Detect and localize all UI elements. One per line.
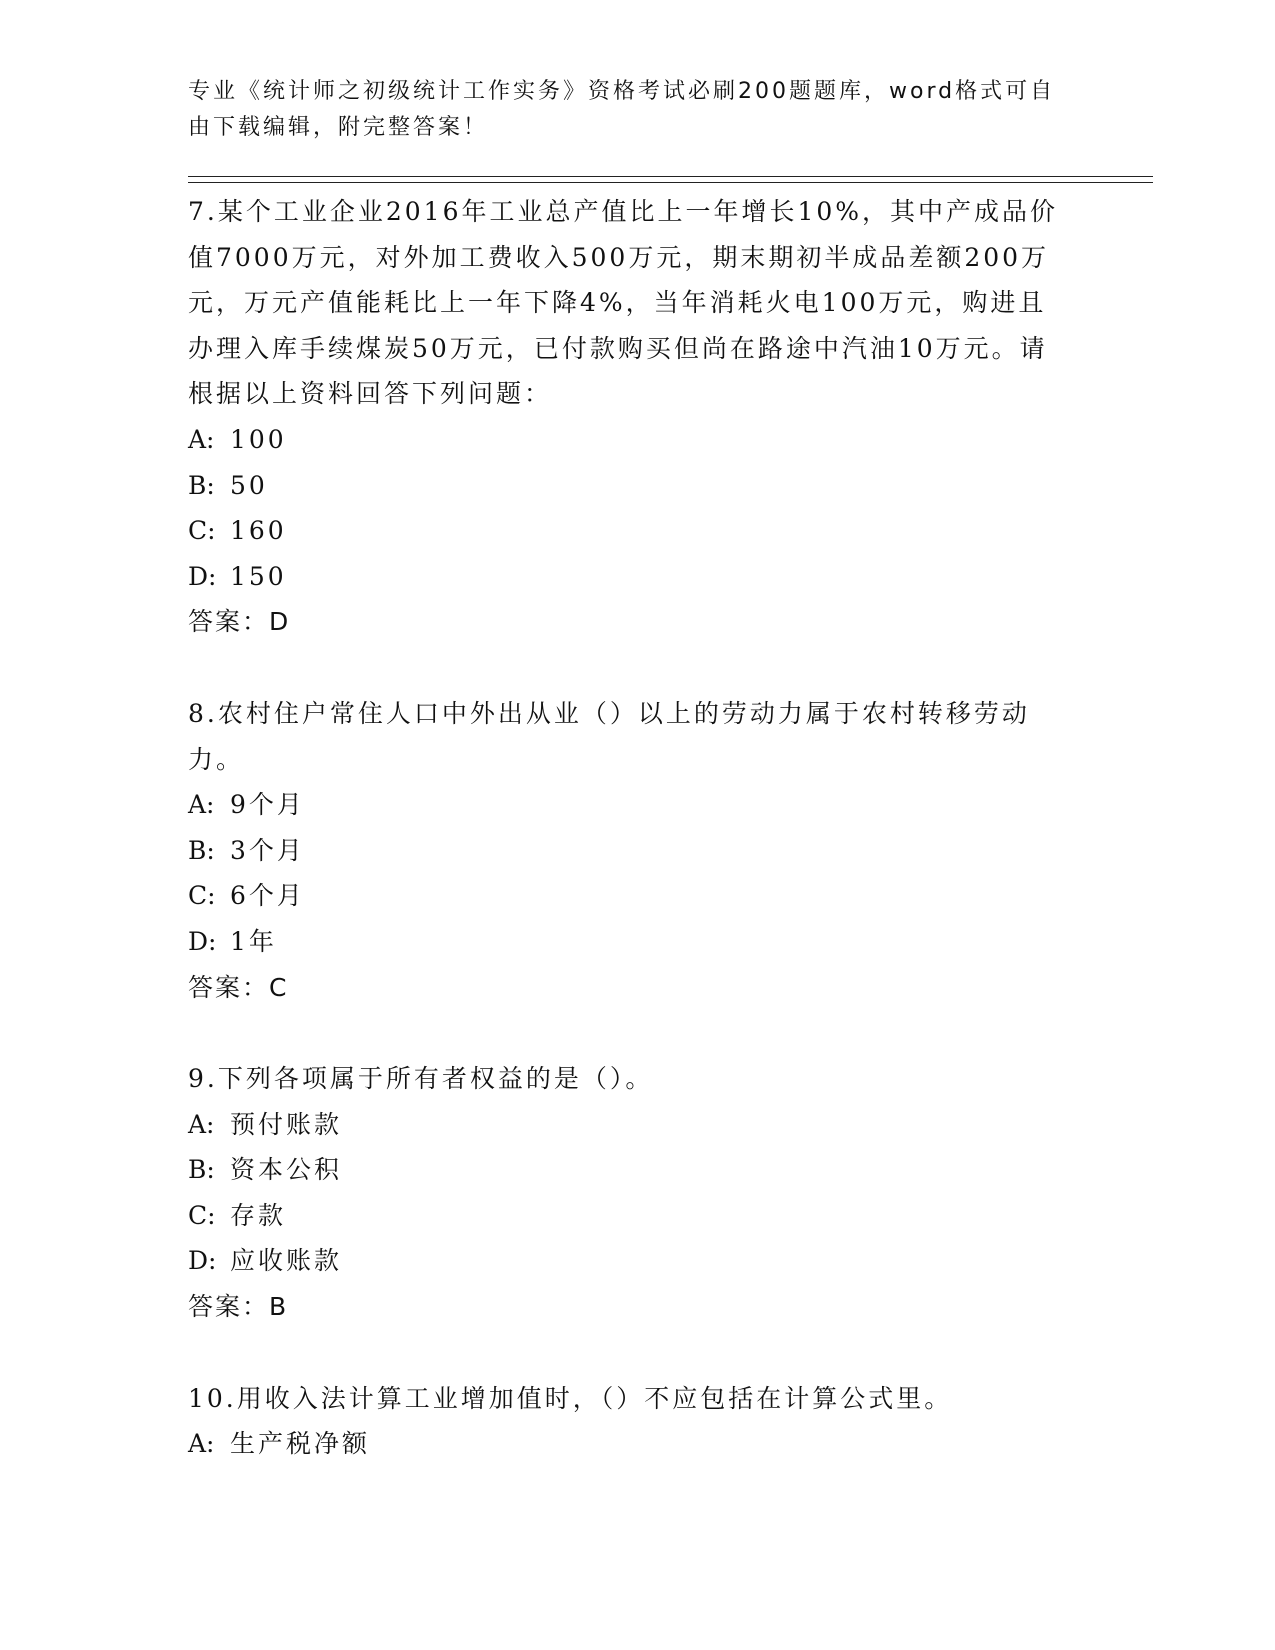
option-c <box>188 1193 1068 1239</box>
option-letter: C: <box>188 1200 216 1230</box>
answer-line: 答案：B <box>188 1292 289 1322</box>
option-b <box>188 828 1068 874</box>
option-letter: D: <box>188 926 217 956</box>
option-text: 9个月 <box>230 790 305 820</box>
document-header: 专业《统计师之初级统计工作实务》资格考试必刷200题题库，word格式可自由下载编辑，附完整答案！ <box>188 79 1056 140</box>
question-8 <box>188 691 1068 1010</box>
option-text: 6个月 <box>230 881 305 911</box>
option-a <box>188 1102 1068 1148</box>
question-10 <box>188 1376 1068 1467</box>
option-b <box>188 1147 1068 1193</box>
option-letter: B: <box>188 835 215 865</box>
option-letter: A: <box>188 790 215 820</box>
answer-line: 答案：D <box>188 607 291 637</box>
question-text: 9.下列各项属于所有者权益的是（）。 <box>188 1064 654 1094</box>
question-text: 8.农村住户常住人口中外出从业（）以上的劳动力属于农村转移劳动力。 <box>188 698 1030 774</box>
option-d <box>188 1238 1068 1284</box>
option-letter: C: <box>188 881 216 911</box>
option-letter: D: <box>188 561 217 591</box>
option-letter: A: <box>188 424 215 454</box>
option-d <box>188 554 1068 600</box>
option-c <box>188 873 1068 919</box>
option-text: 100 <box>230 424 287 454</box>
option-letter: B: <box>188 1155 215 1185</box>
question-list <box>188 189 1068 1513</box>
option-text: 预付账款 <box>230 1109 343 1139</box>
question-9 <box>188 1056 1068 1330</box>
option-text: 3个月 <box>230 835 305 865</box>
question-text: 10.用收入法计算工业增加值时，（）不应包括在计算公式里。 <box>188 1383 953 1413</box>
answer-line: 答案：C <box>188 972 289 1002</box>
option-text: 生产税净额 <box>230 1429 371 1459</box>
option-text: 存款 <box>230 1200 287 1230</box>
option-text: 资本公积 <box>230 1155 343 1185</box>
option-letter: B: <box>188 470 215 500</box>
option-letter: A: <box>188 1109 215 1139</box>
option-a <box>188 782 1068 828</box>
option-text: 150 <box>230 561 287 591</box>
question-7 <box>188 189 1068 645</box>
option-letter: D: <box>188 1246 217 1276</box>
option-c <box>188 508 1068 554</box>
option-text: 应收账款 <box>230 1246 343 1276</box>
option-d <box>188 919 1068 965</box>
option-a <box>188 417 1068 463</box>
question-text: 7.某个工业企业2016年工业总产值比上一年增长10%，其中产成品价值7000万元，对外加工费收入500万元，期末期初半成品差额200万元，万元产值能耗比上一年下降4%，当年消耗火电100万元，购进且办理入库手续煤炭50万元，已付款购买但尚在路途中汽油10万元。请根据以上资料回答下列问题： <box>188 197 1059 409</box>
option-letter: A: <box>188 1429 215 1459</box>
option-letter: C: <box>188 516 216 546</box>
option-a <box>188 1421 1068 1467</box>
header-divider-top <box>188 176 1153 177</box>
option-text: 1年 <box>230 926 277 956</box>
option-text: 50 <box>230 470 268 500</box>
option-b <box>188 463 1068 509</box>
option-text: 160 <box>230 516 287 546</box>
header-divider-bottom <box>188 182 1153 183</box>
